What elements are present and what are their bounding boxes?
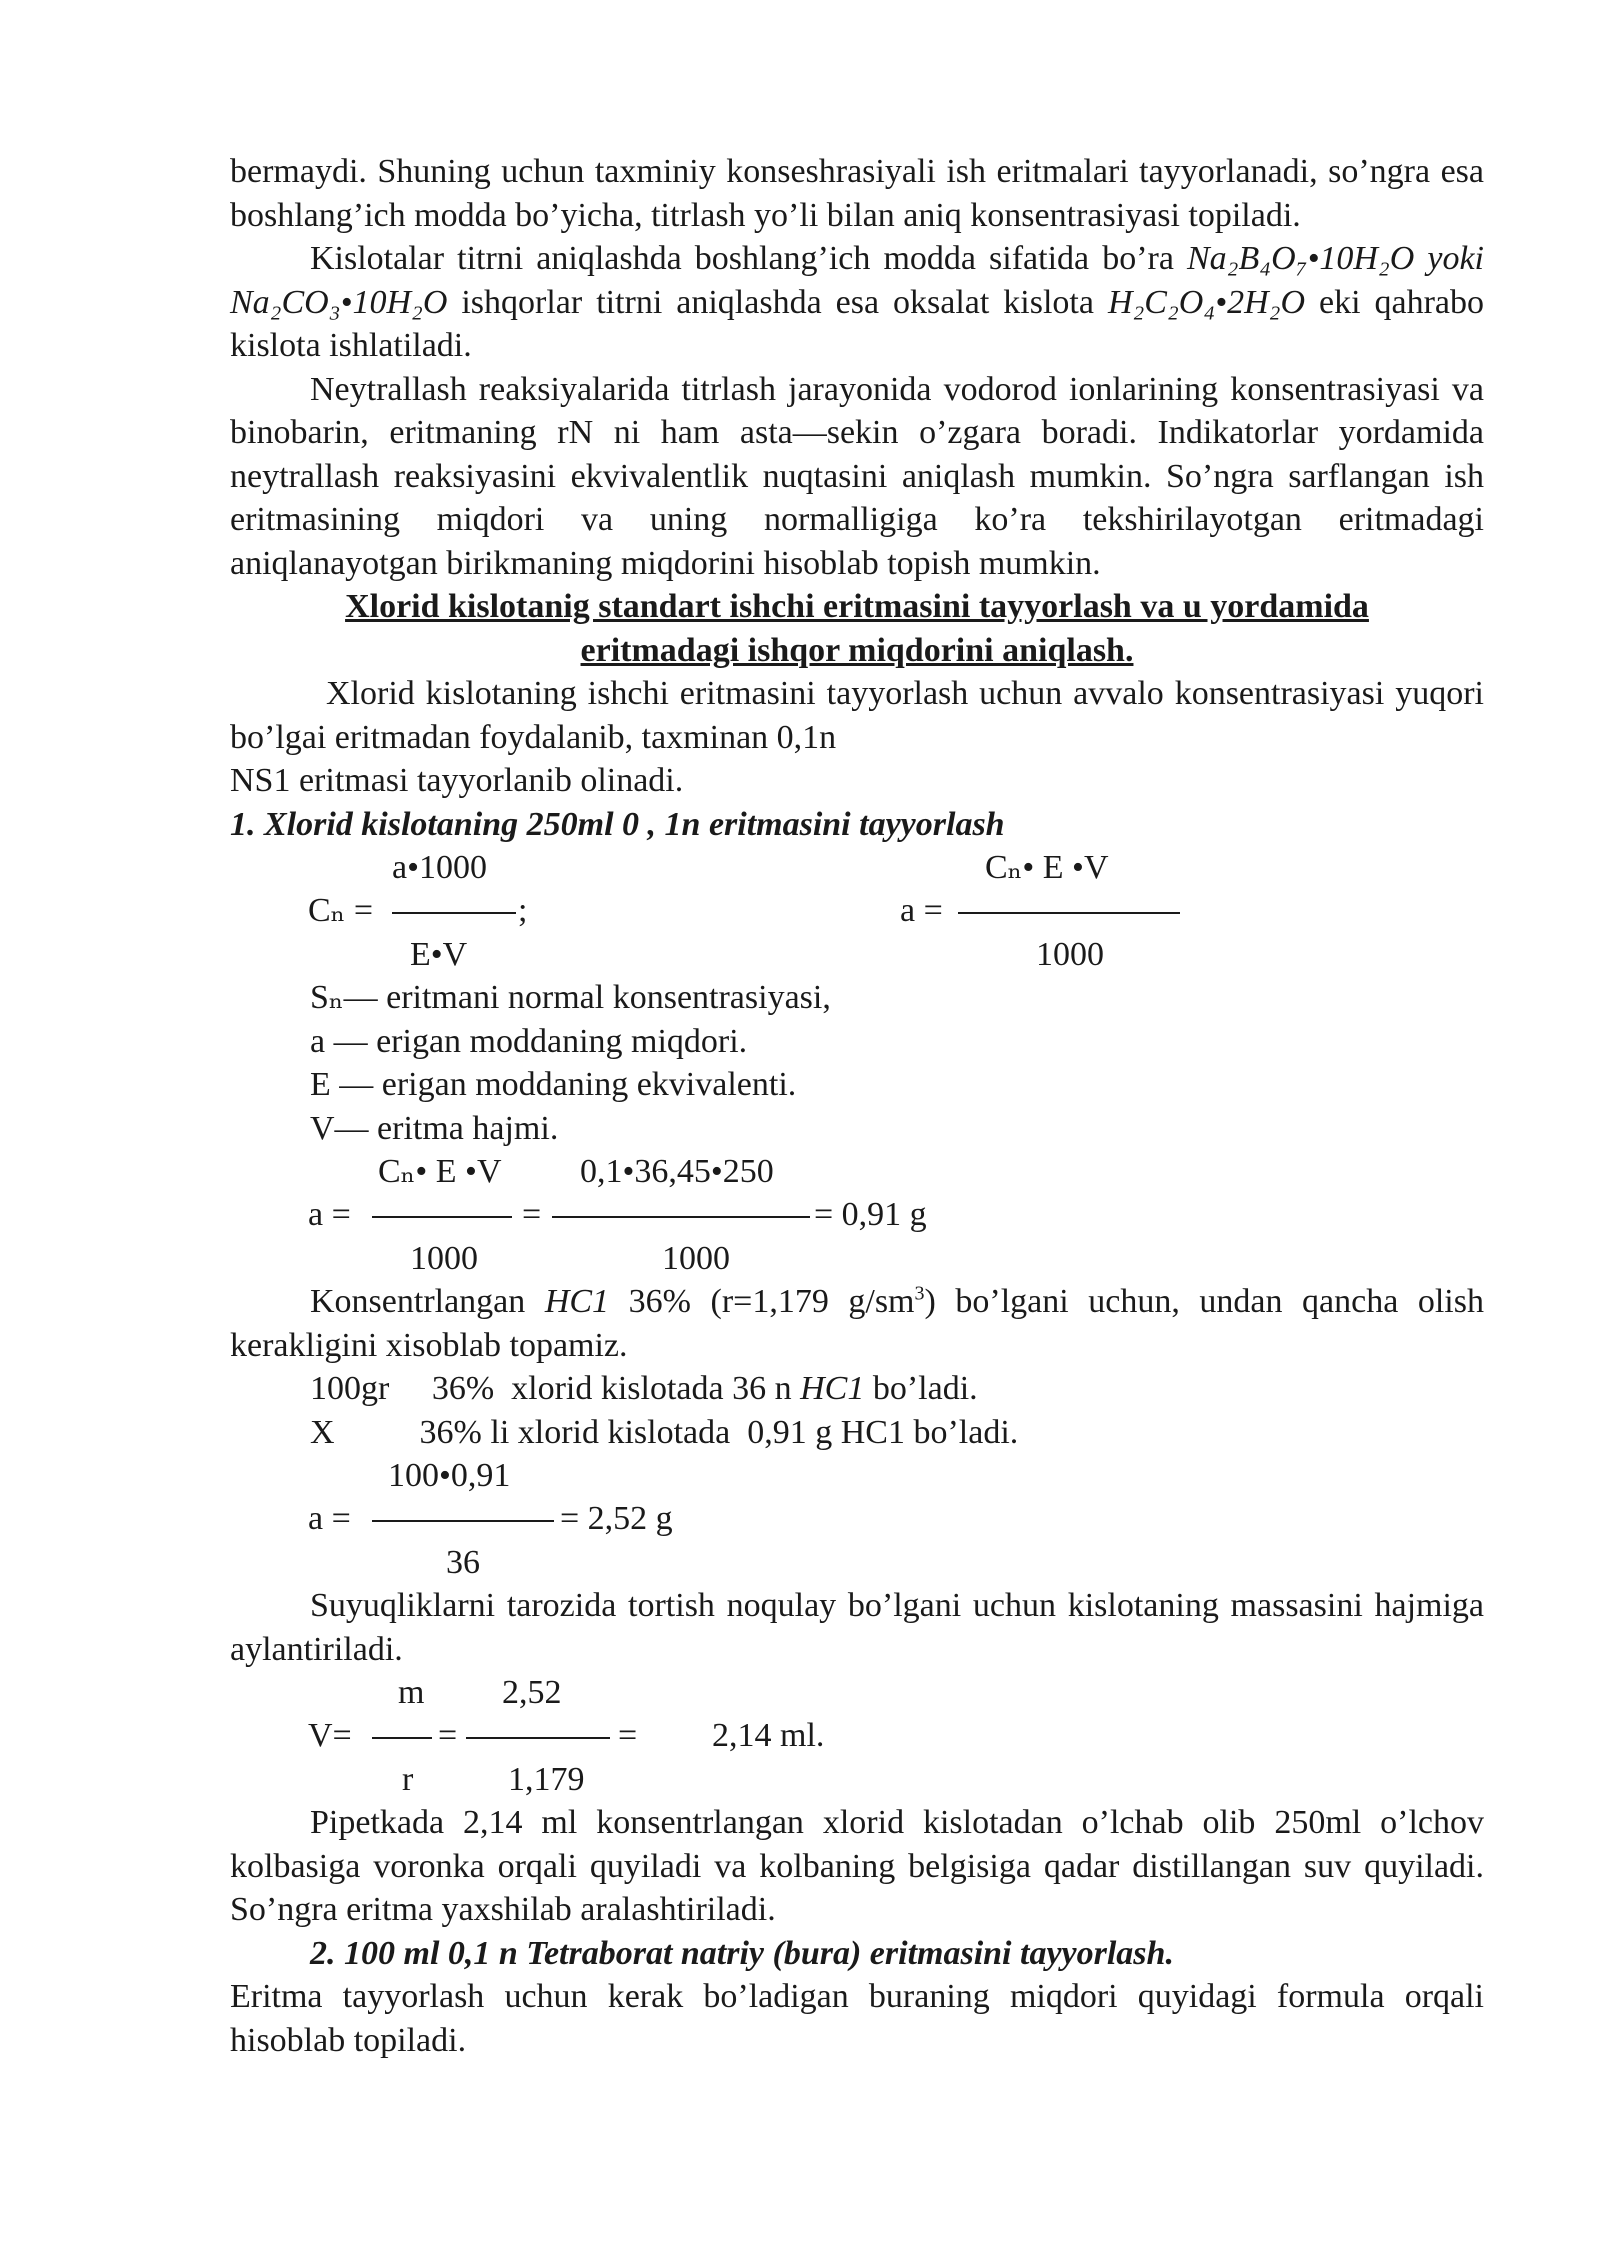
- proportion-line-1: [230, 1367, 1484, 1411]
- fraction-denominator: 36: [446, 1544, 480, 1581]
- formula-soda: Na₂CO₃•10H₂O: [230, 283, 448, 321]
- text-run: ishqorlar titrni aniqlashda esa oksalat kislota: [447, 283, 1108, 321]
- text-run: 36% (r=1,179 g/sm: [609, 1283, 915, 1320]
- definitions-list: [230, 976, 1484, 1150]
- fraction-denominator: r: [402, 1761, 414, 1798]
- formula-volume: [230, 1671, 1484, 1801]
- paragraph-pipette-procedure: Pipetkada 2,14 ml konsentrlangan xlorid kislotadan o’lchab olib 250ml o’lchov kolbasiga voronka orqali quyiladi va kolbaning belgisiga qadar distillangan suv quyiladi. So’ngra eritma yaxshilab aralashtiriladi.: [230, 1804, 1484, 1928]
- word-yoki: yoki: [1427, 240, 1484, 277]
- document-page: [230, 150, 1484, 2062]
- formula-semicolon: ;: [518, 892, 528, 929]
- formula-oxalic-acid: H₂C₂O₄•2H₂O: [1107, 283, 1306, 321]
- proportion-line-2: X 36% li xlorid kislotada 0,91 g HC1 bo’ladi.: [310, 1413, 1019, 1451]
- fraction-bar: [552, 1216, 810, 1218]
- fraction-denominator: 1000: [410, 1240, 478, 1277]
- formula-proportion-result: [230, 1454, 1484, 1584]
- fraction-numerator: m: [398, 1674, 425, 1711]
- text-run: ) bo’lgani uchun, undan qancha olish kerakligini xisoblab topamiz.: [230, 1283, 1484, 1364]
- fraction-numerator: Cₙ• E •V: [985, 849, 1109, 886]
- subsection-title-1: 1. Xlorid kislotaning 250ml 0 , 1n eritmasini tayyorlash: [230, 805, 1005, 843]
- fraction-bar: [372, 1216, 512, 1218]
- fraction-denominator: 1,179: [508, 1761, 585, 1798]
- fraction-bar: [392, 912, 516, 914]
- paragraph-neutralization: Neytrallash reaksiyalarida titrlash jarayonida vodorod ionlarining konsentrasiyasi va binobarin, eritmaning rN ni ham asta—sekin o’zgara boradi. Indikatorlar yordamida neytrallash reaksiyasini ekvivalentlik nuqtasini aniqlash mumkin. So’ngra sarflangan ish eritmasining miqdori va uning normalligiga ko’ra tekshirilayotgan eritmadagi aniqlanayotgan birikmaning miqdorini hisoblab topish mumkin.: [230, 370, 1484, 582]
- paragraph-volume-conversion: Suyuqliklarni tarozida tortish noqulay bo’lgani uchun kislotaning massasini hajmiga aylantiriladi.: [230, 1587, 1484, 1668]
- equals-sign: =: [618, 1717, 638, 1754]
- formula-normality: [230, 846, 1484, 976]
- definition-item: E — erigan moddaning ekvivalenti.: [310, 1066, 797, 1103]
- fraction-numerator: 100•0,91: [388, 1457, 511, 1494]
- text-run: Konsentrlangan: [310, 1283, 545, 1320]
- fraction-numerator: Cₙ• E •V: [378, 1153, 502, 1190]
- formula-result: = 0,91 g: [814, 1196, 927, 1233]
- formula-borax: Na₂B₄O₇•10H₂O: [1187, 240, 1415, 277]
- superscript: 3: [914, 1282, 925, 1305]
- formula-hcl: HC1: [544, 1283, 610, 1320]
- formula-mass-calc: [230, 1150, 1484, 1280]
- equals-sign: =: [438, 1717, 458, 1754]
- formula-lhs: a =: [900, 892, 943, 929]
- formula-lhs: Cₙ =: [308, 892, 374, 929]
- paragraph-primary-standards: [230, 237, 1484, 368]
- definition-item: Sₙ— eritmani normal konsentrasiyasi,: [310, 979, 831, 1016]
- fraction-denominator: 1000: [1036, 936, 1104, 973]
- fraction-numerator: 2,52: [502, 1674, 562, 1711]
- text-run: [1414, 240, 1427, 277]
- formula-result: = 2,52 g: [560, 1500, 673, 1537]
- equals-sign: =: [522, 1196, 542, 1233]
- text-run: bo’ladi.: [864, 1370, 978, 1407]
- fraction-bar: [372, 1520, 554, 1522]
- paragraph-hcl-preparation: Xlorid kislotaning ishchi eritmasini tayyorlash uchun avvalo konsentrasiyasi yuqori bo’lgai eritmadan foydalanib, taxminan 0,1n: [230, 675, 1484, 756]
- formula-lhs: a =: [308, 1500, 351, 1537]
- subsection-title-2: 2. 100 ml 0,1 n Tetraborat natriy (bura) eritmasini tayyorlash.: [310, 1934, 1174, 1972]
- paragraph-intro: bermaydi. Shuning uchun taxminiy konseshrasiyali ish eritmalari tayyorlanadi, so’ngra esa boshlang’ich modda bo’yicha, titrlash yo’li bilan aniq konsentrasiyasi topiladi.: [230, 153, 1484, 234]
- fraction-denominator: E•V: [410, 936, 468, 973]
- formula-lhs: a =: [308, 1196, 351, 1233]
- formula-lhs: V=: [308, 1717, 352, 1754]
- paragraph-borax-calc: Eritma tayyorlash uchun kerak bo’ladigan buraning miqdori quyidagi formula orqali hisoblab topiladi.: [230, 1978, 1484, 2059]
- definition-item: a — erigan moddaning miqdori.: [310, 1022, 748, 1060]
- fraction-numerator: a•1000: [392, 849, 487, 886]
- text-run: Kislotalar titrni aniqlashda boshlang’ich modda sifatida bo’ra: [310, 240, 1187, 277]
- formula-hcl: HC1: [800, 1370, 865, 1407]
- section-heading-line2: eritmadagi ishqor miqdorini aniqlash.: [580, 631, 1134, 669]
- formula-result: 2,14 ml.: [712, 1717, 825, 1754]
- text-run: 100gr 36% xlorid kislotada 36 n: [310, 1370, 801, 1407]
- fraction-numerator: 0,1•36,45•250: [580, 1153, 774, 1190]
- fraction-bar: [958, 912, 1180, 914]
- fraction-bar: [466, 1737, 610, 1739]
- fraction-bar: [372, 1737, 432, 1739]
- fraction-denominator: 1000: [662, 1240, 730, 1277]
- definition-item: V— eritma hajmi.: [310, 1109, 559, 1147]
- text-run: eki qahrabo kislota ishlatiladi.: [230, 283, 1484, 364]
- paragraph-hcl-preparation-cont: NS1 eritmasi tayyorlanib olinadi.: [230, 762, 684, 799]
- paragraph-concentrated-hcl: [230, 1280, 1484, 1367]
- section-heading-line1: Xlorid kislotanig standart ishchi eritmasini tayyorlash va u yordamida: [345, 588, 1369, 625]
